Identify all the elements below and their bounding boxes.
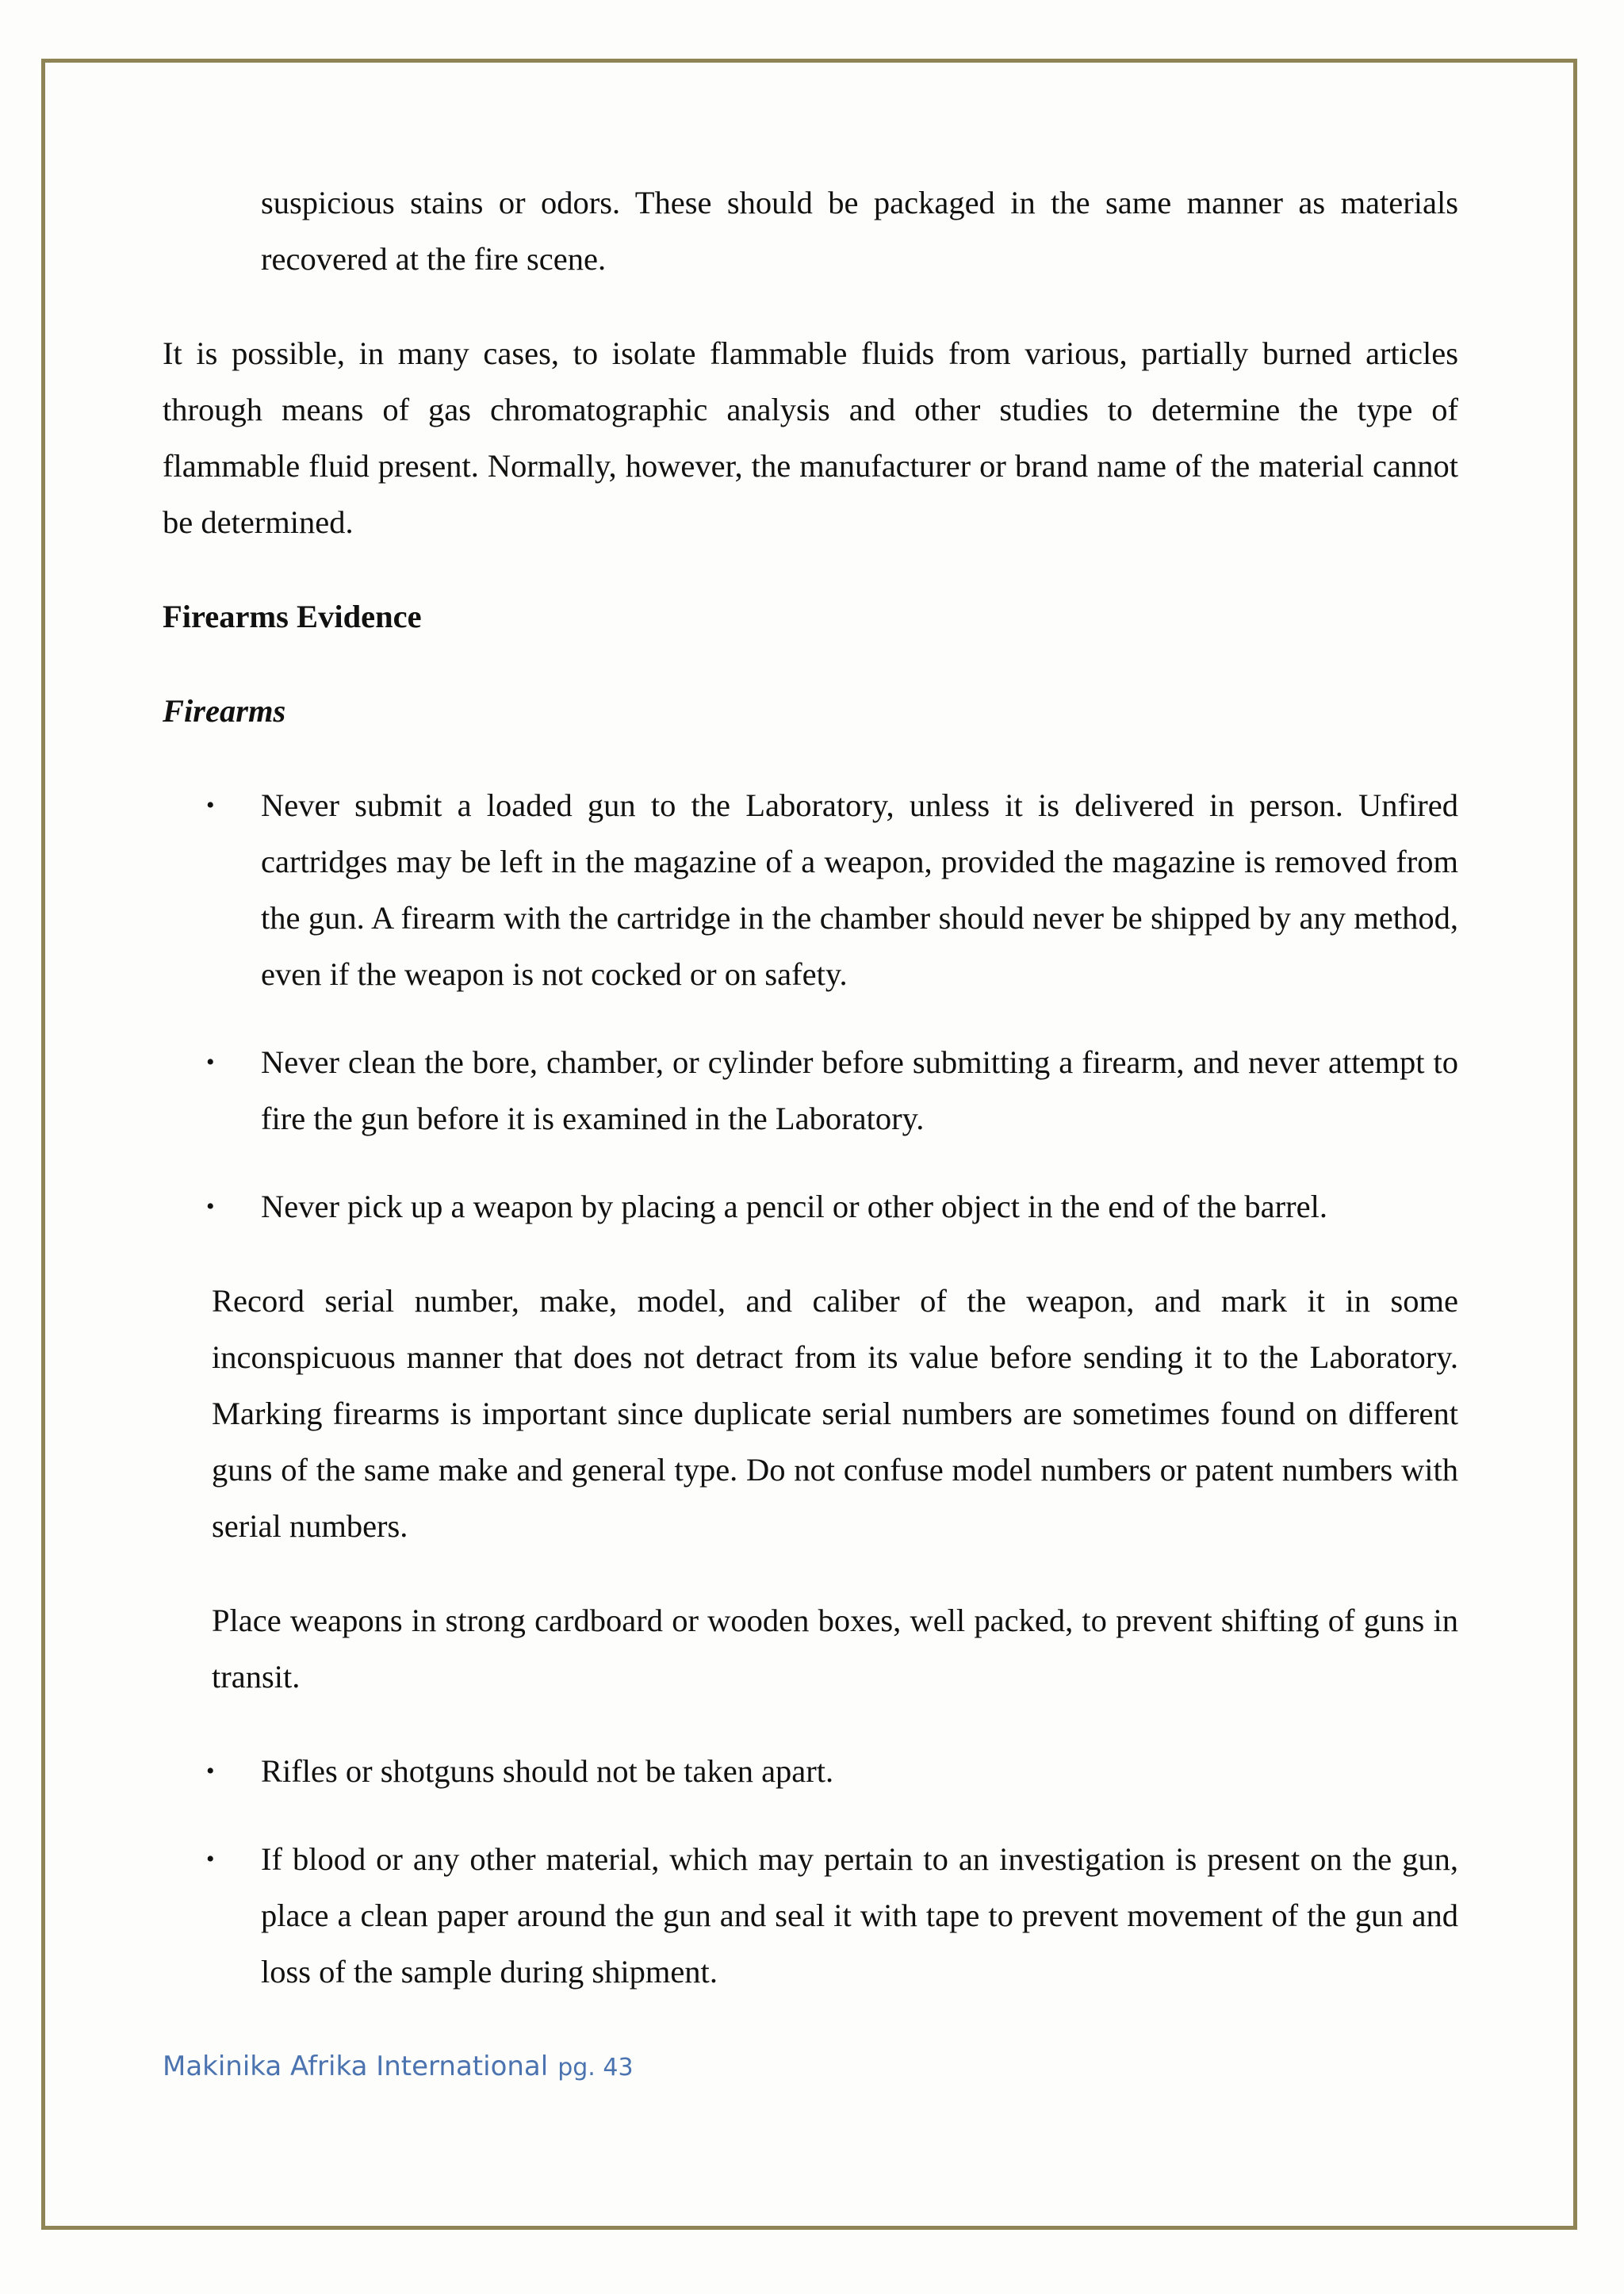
paragraph-place: Place weapons in strong cardboard or wooden boxes, well packed, to prevent shifting of guns in transit. — [212, 1603, 1458, 1695]
page-footer — [163, 2051, 634, 2082]
bullet-icon: • — [206, 1049, 215, 1075]
bullet-icon: • — [206, 1193, 215, 1220]
footer-organization: Makinika Afrika International — [163, 2051, 549, 2082]
list-item — [163, 1831, 1458, 2000]
footer-page-number: pg. 43 — [557, 2054, 634, 2081]
list-item — [163, 1178, 1458, 1235]
paragraph-record: Record serial number, make, model, and caliber of the weapon, and mark it in some inconspicuous manner that does not detract from its value before sending it to the Laboratory. Marking firearms is important since duplicate serial numbers are sometimes found on different guns of the same make and general type. Do not confuse model numbers or patent numbers with serial numbers. — [212, 1283, 1458, 1544]
document-body — [163, 174, 1458, 2000]
list-item-text: Never clean the bore, chamber, or cylinder before submitting a firearm, and never attempt to fire the gun before it is examined in the Laboratory. — [261, 1044, 1458, 1136]
bullet-icon: • — [206, 1846, 215, 1872]
list-item-text: If blood or any other material, which may pertain to an investigation is present on the gun, place a clean paper around the gun and seal it with tape to prevent movement of the gun and loss of the sample during shipment. — [261, 1841, 1458, 1990]
list-item-text: Never submit a loaded gun to the Laboratory, unless it is delivered in person. Unfired cartridges may be left in the magazine of a weapon, provided the magazine is removed from the gun. A firearm with the cartridge in the chamber should never be shipped by any method, even if the weapon is not cocked or on safety. — [261, 787, 1458, 992]
paragraph-isolate: It is possible, in many cases, to isolate flammable fluids from various, partially burned articles through means of gas chromatographic analysis and other studies to determine the type of flammable fluid present. Normally, however, the manufacturer or brand name of the material cannot be determined. — [163, 335, 1458, 540]
subsection-heading: Firearms — [163, 693, 286, 729]
bullet-list-second — [163, 1743, 1458, 2000]
list-item — [163, 1743, 1458, 1799]
list-item — [163, 1034, 1458, 1147]
list-item-text: Never pick up a weapon by placing a pencil or other object in the end of the barrel. — [261, 1189, 1327, 1224]
paragraph-continued: suspicious stains or odors. These should be packaged in the same manner as materials recovered at the fire scene. — [261, 185, 1458, 277]
bullet-icon: • — [206, 792, 215, 818]
bullet-icon: • — [206, 1758, 215, 1784]
list-item — [163, 777, 1458, 1002]
list-item-text: Rifles or shotguns should not be taken apart. — [261, 1753, 834, 1789]
bullet-list-first — [163, 777, 1458, 1235]
section-heading: Firearms Evidence — [163, 599, 422, 634]
